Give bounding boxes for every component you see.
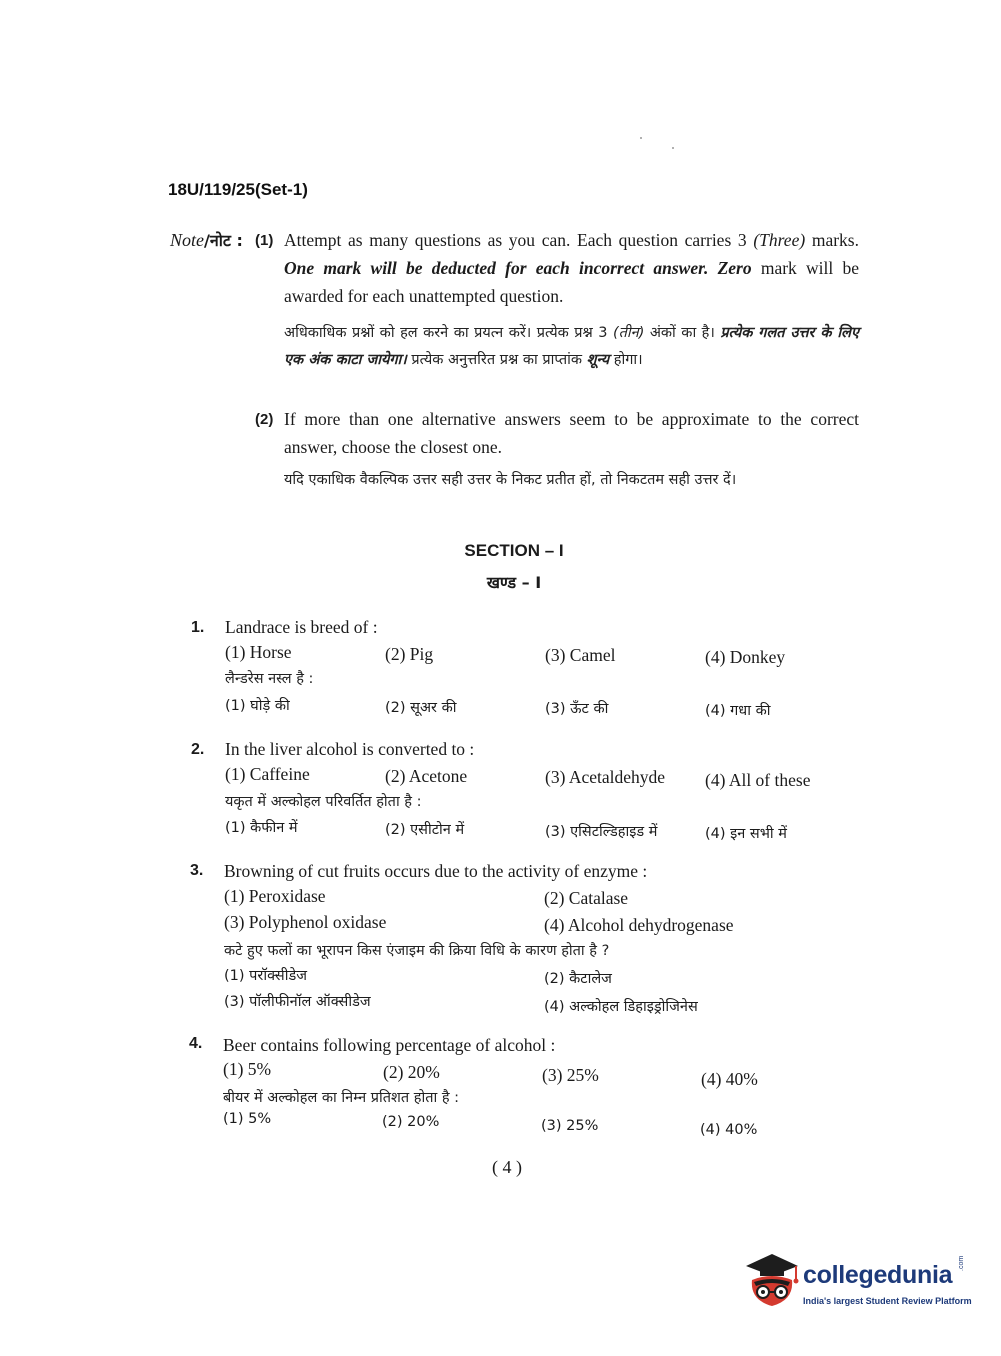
option: (4) All of these xyxy=(705,770,811,790)
section-title: SECTION – I xyxy=(464,541,564,560)
option-hindi: (1) कैफीन में xyxy=(225,820,298,836)
option-hindi: (4) अल्कोहल डिहाइड्रोजिनेस xyxy=(544,999,698,1015)
question-number: 2. xyxy=(191,741,205,758)
option-hindi: (3) 25% xyxy=(541,1118,599,1134)
collegedunia-mascot-icon xyxy=(742,1250,802,1312)
option: (3) 25% xyxy=(542,1065,599,1085)
question-text-hindi: बीयर में अल्कोहल का निम्न प्रतिशत होता है : xyxy=(223,1090,460,1106)
option: (2) 20% xyxy=(383,1062,440,1082)
collegedunia-tagline: India's largest Student Review Platform xyxy=(803,1296,972,1306)
option-hindi: (4) 40% xyxy=(700,1122,758,1138)
question-text: Browning of cut fruits occurs due to the activity of enzyme : xyxy=(224,861,648,881)
note-text: प्रत्येक अनुत्तरित प्रश्न का प्राप्तांक xyxy=(406,352,587,368)
option: (2) Acetone xyxy=(385,766,468,786)
note-text: Attempt as many questions as you can. Each question carries 3 xyxy=(284,230,754,250)
option-hindi: (3) एसिटल्डिहाइड में xyxy=(545,824,658,840)
note-text-bold-italic: शून्य xyxy=(586,352,610,368)
question-number: 1. xyxy=(191,619,205,636)
option: (1) Peroxidase xyxy=(224,886,326,906)
question-text-hindi: लैन्डरेस नस्ल है : xyxy=(225,671,314,687)
note-text: अधिकाधिक प्रश्नों को हल करने का प्रयत्न करें। प्रत्येक प्रश्न 3 xyxy=(284,325,613,341)
note-text-italic: (Three) xyxy=(753,230,806,250)
question-text: Beer contains following percentage of alcohol : xyxy=(223,1035,556,1055)
collegedunia-dotcom: .com xyxy=(958,1255,965,1271)
option: (3) Camel xyxy=(545,645,616,665)
option: (3) Polyphenol oxidase xyxy=(224,912,387,932)
option: (1) Caffeine xyxy=(225,764,310,784)
option: (4) Alcohol dehydrogenase xyxy=(544,915,734,935)
note-text-italic: (तीन) xyxy=(612,325,645,341)
section-title-hindi: खण्ड – I xyxy=(486,573,542,592)
option-hindi: (2) सूअर की xyxy=(385,700,457,716)
collegedunia-wordmark: collegedunia xyxy=(803,1261,953,1289)
option: (3) Acetaldehyde xyxy=(545,767,666,787)
question-text-hindi: यकृत में अल्कोहल परिवर्तित होता है : xyxy=(225,794,422,810)
question-number: 4. xyxy=(189,1035,203,1052)
note-item-number: (1) xyxy=(255,232,274,249)
option-hindi: (3) ऊँट की xyxy=(545,701,609,717)
option-hindi: (2) कैटालेज xyxy=(544,971,612,987)
option-hindi: (1) 5% xyxy=(223,1111,272,1127)
option-hindi: (1) घोड़े की xyxy=(225,698,290,714)
option-hindi: (1) परॉक्सीडेज xyxy=(224,968,307,984)
option: (1) 5% xyxy=(223,1059,272,1079)
note-text: अंकों का है। xyxy=(644,325,721,341)
page-number: ( 4 ) xyxy=(492,1157,522,1177)
note-item-2-english: If more than one alternative answers seem to be approximate to the correct answer, choose the closest one. xyxy=(284,409,859,457)
note-item-1-hindi xyxy=(284,320,859,374)
question-text: In the liver alcohol is converted to : xyxy=(225,739,475,759)
note-item-number: (2) xyxy=(255,411,274,428)
note-item-1-english xyxy=(284,226,859,310)
scan-speck xyxy=(640,137,642,139)
question-text-hindi: कटे हुए फलों का भूरापन किस एंजाइम की क्रिया विधि के कारण होता है ? xyxy=(224,943,610,959)
note-text xyxy=(708,258,717,278)
note-item-2-hindi: यदि एकाधिक वैकल्पिक उत्तर सही उत्तर के निकट प्रतीत हों, तो निकटतम सही उत्तर दें। xyxy=(284,472,737,488)
question-number: 3. xyxy=(190,862,204,879)
option-hindi: (3) पॉलीफीनॉल ऑक्सीडेज xyxy=(224,994,371,1010)
option: (2) Catalase xyxy=(544,888,629,908)
note-text-bold-italic: One mark will be deducted for each incorrect answer. xyxy=(284,258,709,278)
paper-code: 18U/119/25(Set-1) xyxy=(168,180,308,199)
note-text-bold-italic: प्रत्येक गलत उत्तर के लिए एक अंक काटा जायेगा। xyxy=(284,325,859,368)
option-hindi: (2) 20% xyxy=(382,1114,440,1130)
note-label-hi: /नोट : xyxy=(204,231,243,250)
option: (2) Pig xyxy=(385,644,434,664)
option-hindi: (4) गधा की xyxy=(705,703,771,719)
option-hindi: (2) एसीटोन में xyxy=(385,822,465,838)
note-text: marks. xyxy=(805,230,859,250)
note-label xyxy=(170,229,243,251)
option-hindi: (4) इन सभी में xyxy=(705,826,787,842)
note-text-bold-italic: Zero xyxy=(717,258,752,278)
note-text: mark will be awarded for each unattempted question. xyxy=(284,258,859,306)
question-text: Landrace is breed of : xyxy=(225,617,378,637)
option: (4) 40% xyxy=(701,1069,758,1089)
option: (4) Donkey xyxy=(705,647,786,667)
option: (1) Horse xyxy=(225,642,292,662)
note-text: होगा। xyxy=(609,352,643,368)
scan-speck xyxy=(672,147,674,149)
note-label-en: Note xyxy=(170,230,204,250)
